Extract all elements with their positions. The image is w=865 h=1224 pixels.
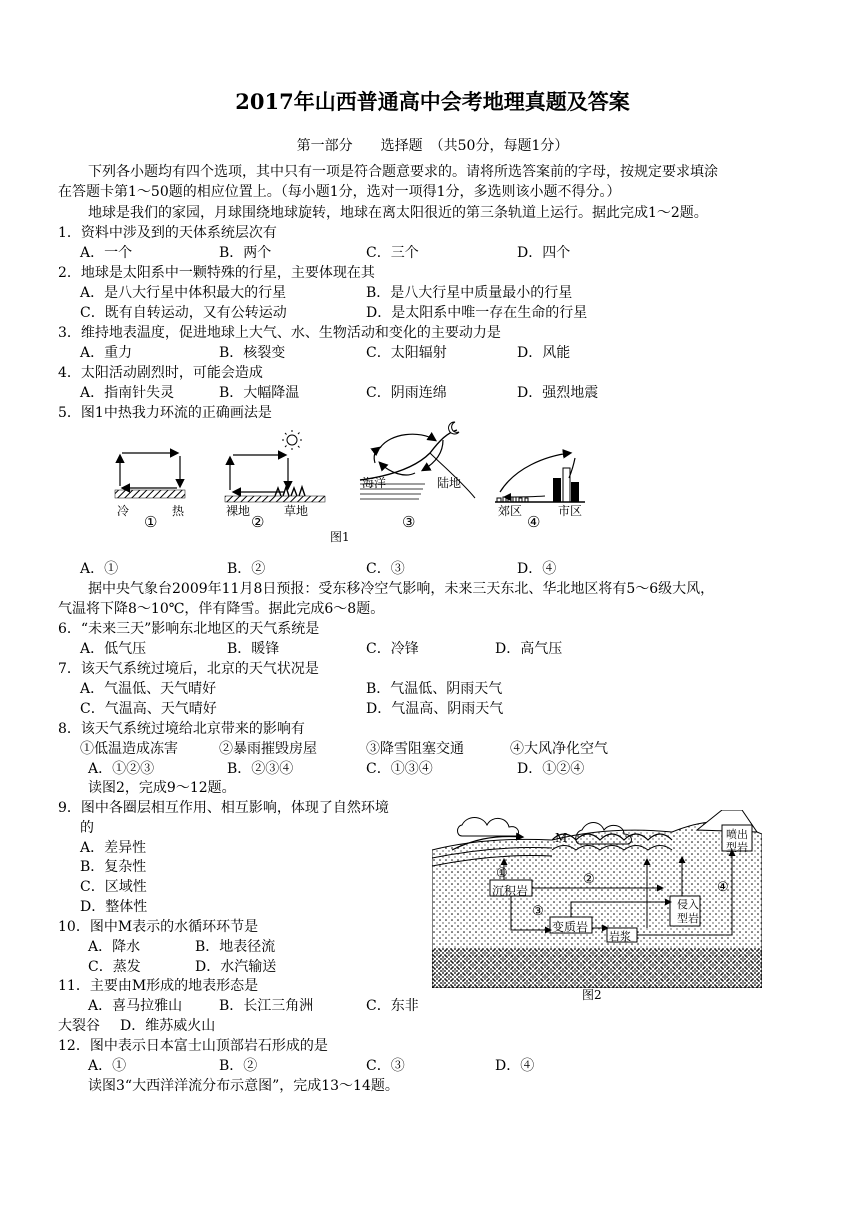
q8-item-1: ①低温造成冻害	[80, 741, 178, 757]
figure-2-caption: 图2	[582, 988, 602, 1002]
q6-option-d: D．高气压	[495, 641, 563, 657]
q9-option-d: D．整体性	[80, 899, 148, 915]
fig2-label-intrusive-2: 型岩	[677, 912, 699, 925]
q9-option-a: A．差异性	[80, 840, 147, 856]
q11-option-a: A．喜马拉雅山	[88, 998, 183, 1014]
diagram-4	[495, 453, 585, 502]
fig2-label-sedimentary: 沉积岩	[492, 884, 529, 898]
intro-line-2: 在答题卡第1～50题的相应位置上。（每小题1分，选对一项得1分，多选则该小题不得分。）	[58, 184, 621, 200]
figure-2-rock-cycle-diagram	[432, 810, 762, 988]
fig1-label-hot: 热	[172, 504, 185, 518]
q4-option-b: B．大幅降温	[219, 385, 300, 401]
q8-item-4: ④大风净化空气	[510, 741, 608, 757]
intro-line-1: 下列各小题均有四个选项，其中只有一项是符合题意要求的。请将所选答案前的字母，按规定要求填涂	[88, 164, 718, 180]
q3-option-a: A．重力	[80, 345, 133, 361]
q1-option-d: D．四个	[517, 245, 571, 261]
q5-option-c: C．③	[366, 561, 405, 577]
q10-option-b: B．地表径流	[195, 939, 276, 955]
q10-option-a: A．降水	[88, 939, 141, 955]
fig2-number-4: ④	[717, 880, 729, 895]
fig2-label-m: M	[555, 831, 568, 845]
fig1-number-2: ②	[251, 513, 265, 531]
fig1-label-city: 市区	[558, 504, 583, 518]
fig2-label-magma: 岩浆	[609, 930, 631, 943]
q4-option-c: C．阴雨连绵	[366, 385, 447, 401]
page-title: 2017年山西普通高中会考地理真题及答案	[235, 89, 630, 114]
q9-stem-line-1: 9．图中各圈层相互作用、相互影响，体现了自然环境	[58, 800, 389, 816]
q3-option-b: B．核裂变	[219, 345, 286, 361]
q11-option-d: D．维苏威火山	[120, 1018, 216, 1034]
q7-option-b: B．气温低、阴雨天气	[366, 681, 503, 697]
q12-option-d: D．④	[495, 1058, 535, 1074]
fig1-number-1: ①	[144, 513, 158, 531]
diagram-2	[225, 430, 325, 502]
q12-option-c: C．③	[366, 1058, 405, 1074]
fig1-label-grass: 草地	[284, 504, 309, 518]
q3-option-d: D．风能	[517, 345, 571, 361]
fig1-label-suburb: 郊区	[498, 504, 523, 518]
q1-option-c: C．三个	[366, 245, 419, 261]
q11-stem: 11．主要由M形成的地表形态是	[58, 978, 259, 994]
q9-option-c: C．区域性	[80, 879, 147, 895]
q2-option-c: C．既有自转运动，又有公转运动	[80, 305, 287, 321]
q3-stem: 3．维持地表温度，促进地球上大气、水、生物活动和变化的主要动力是	[58, 325, 501, 341]
figure-1-caption: 图1	[330, 530, 350, 544]
fig1-label-bare: 裸地	[226, 504, 251, 518]
q8-item-2: ②暴雨摧毁房屋	[219, 741, 317, 757]
fig1-label-land: 陆地	[437, 476, 462, 490]
passage-4: 读图3“大西洋洋流分布示意图”，完成13～14题。	[88, 1078, 399, 1094]
fig2-label-intrusive-1: 侵入	[677, 898, 699, 911]
passage-1: 地球是我们的家园，月球围绕地球旋转，地球在离太阳很近的第三条轨道上运行。据此完成1～2题。	[88, 205, 708, 221]
q7-option-c: C．气温高、天气晴好	[80, 701, 217, 717]
q2-option-b: B．是八大行星中质量最小的行星	[366, 285, 573, 301]
q7-option-d: D．气温高、阴雨天气	[366, 701, 504, 717]
fig1-number-3: ③	[402, 513, 416, 531]
q6-option-b: B．暖锋	[227, 641, 280, 657]
q2-option-a: A．是八大行星中体积最大的行星	[80, 285, 287, 301]
q2-option-d: D．是太阳系中唯一存在生命的行星	[366, 305, 588, 321]
q4-option-a: A．指南针失灵	[80, 385, 175, 401]
passage-2-line-2: 气温将下降8～10℃，伴有降雪。据此完成6～8题。	[58, 601, 385, 617]
section-header: 第一部分 选择题 （共50分，每题1分）	[296, 138, 569, 154]
q5-stem: 5．图1中热我力环流的正确画法是	[58, 405, 272, 421]
passage-3: 读图2，完成9～12题。	[88, 780, 236, 796]
q6-option-a: A．低气压	[80, 641, 147, 657]
q5-option-a: A．①	[80, 561, 119, 577]
q9-option-b: B．复杂性	[80, 859, 147, 875]
fig2-label-metamorphic: 变质岩	[552, 920, 589, 934]
fig1-label-cold: 冷	[117, 504, 130, 518]
fig1-number-4: ④	[527, 513, 541, 531]
q4-option-d: D．强烈地震	[517, 385, 599, 401]
fig1-label-ocean: 海洋	[362, 476, 387, 490]
passage-2-line-1: 据中央气象台2009年11月8日预报：受东移冷空气影响，未来三天东北、华北地区将有5～6级大风，	[88, 581, 715, 597]
q9-stem-line-2: 的	[80, 820, 94, 836]
q12-option-b: B．②	[219, 1058, 258, 1074]
q1-stem: 1．资料中涉及到的天体系统层次有	[58, 225, 277, 241]
q10-option-d: D．水汽输送	[195, 959, 277, 975]
q8-option-c: C．①③④	[366, 761, 433, 777]
q4-stem: 4．太阳活动剧烈时，可能会造成	[58, 365, 263, 381]
q12-option-a: A．①	[88, 1058, 127, 1074]
q8-stem: 8．该天气系统过境给北京带来的影响有	[58, 721, 305, 737]
q8-option-b: B．②③④	[227, 761, 294, 777]
q11-option-c: C．东非	[366, 998, 419, 1014]
fig2-number-3: ③	[532, 904, 544, 919]
q7-stem: 7．该天气系统过境后，北京的天气状况是	[58, 661, 319, 677]
q8-option-d: D．①②④	[517, 761, 585, 777]
q2-stem: 2．地球是太阳系中一颗特殊的行星，主要体现在其	[58, 265, 375, 281]
q10-option-c: C．蒸发	[88, 959, 141, 975]
fig2-number-1: ①	[496, 866, 508, 881]
q8-item-3: ③降雪阻塞交通	[366, 741, 464, 757]
fig2-label-extrusive-1: 喷出	[726, 828, 748, 841]
q12-stem: 12．图中表示日本富士山顶部岩石形成的是	[58, 1038, 328, 1054]
q5-option-d: D．④	[517, 561, 557, 577]
q8-option-a: A．①②③	[88, 761, 155, 777]
q1-option-b: B．两个	[219, 245, 272, 261]
fig2-number-2: ②	[583, 872, 595, 887]
q3-option-c: C．太阳辐射	[366, 345, 447, 361]
q1-option-a: A．一个	[80, 245, 133, 261]
diagram-1	[115, 453, 185, 498]
q10-stem: 10．图中M表示的水循环环节是	[58, 919, 259, 935]
q7-option-a: A．气温低、天气晴好	[80, 681, 217, 697]
q5-option-b: B．②	[227, 561, 266, 577]
q6-stem: 6．“未来三天”影响东北地区的天气系统是	[58, 621, 320, 637]
q11-option-b: B．长江三角洲	[219, 998, 314, 1014]
fig2-label-extrusive-2: 型岩	[726, 841, 748, 854]
q6-option-c: C．冷锋	[366, 641, 419, 657]
q11-option-c-cont: 大裂谷	[58, 1018, 100, 1034]
